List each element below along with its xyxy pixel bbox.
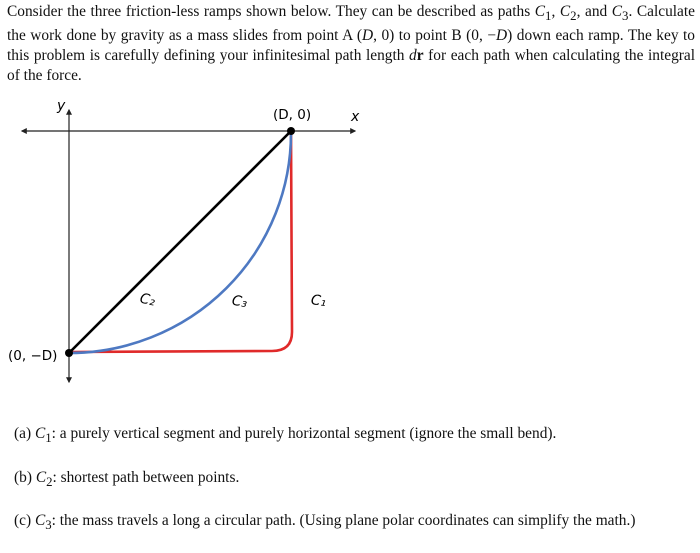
ramp-diagram (0, 92, 380, 392)
y-axis-label: y (57, 98, 66, 114)
c2-label: C₂ (138, 290, 157, 310)
part-b (14, 469, 239, 490)
part-sub: 2 (46, 475, 53, 490)
part-tag: (b) (14, 469, 32, 486)
part-sub: 1 (45, 431, 52, 446)
point-a-label: (D, 0) (273, 107, 312, 123)
path-c1-subscript: 1 (545, 9, 552, 24)
x-axis-label: x (351, 109, 360, 125)
point-a-dot (287, 127, 295, 135)
path-c2-line (69, 131, 291, 353)
intro-text: for each path when calculating the integral of the force. (7, 47, 696, 85)
part-sub: 3 (45, 518, 52, 533)
part-c (14, 512, 635, 533)
problem-statement (7, 2, 695, 86)
point-a-d: D (361, 27, 374, 45)
separator: , and (576, 3, 612, 20)
separator: , (551, 3, 560, 20)
intro-text: Consider the three friction-less ramps shown below. They can be described as paths (7, 3, 535, 20)
c3-label: C₃ (230, 292, 249, 312)
point-b-dot (65, 349, 73, 357)
point-b-label: (0, −D) (8, 348, 58, 364)
part-var: C (35, 469, 47, 486)
part-tag: (a) (14, 425, 32, 442)
part-var: C (34, 425, 46, 442)
part-text: : the mass travels a long a circular path. (Using plane polar coordinates can simplify the math.) (51, 512, 636, 529)
point-b-d: D (496, 27, 508, 45)
path-c3-symbol: C (611, 3, 623, 20)
path-c2-subscript: 2 (570, 9, 577, 24)
part-text: : a purely vertical segment and purely horizontal segment (ignore the small bend). (51, 425, 557, 442)
part-var: C (34, 512, 46, 529)
intro-text: , 0) to point B (0, − (373, 27, 497, 45)
intro-text: ) down each ramp. The key to this problem is carefully defining your infinitesimal path length (7, 27, 695, 65)
c1-label: C₁ (309, 292, 328, 311)
dr-r-vector: r (416, 47, 424, 65)
path-c1-symbol: C (534, 3, 546, 20)
part-a (14, 425, 556, 446)
intro-text: . Calculate the work done by gravity as a mass slides from point A ( (7, 3, 695, 45)
path-c2-symbol: C (559, 3, 571, 20)
path-c3-subscript: 3 (622, 9, 629, 24)
part-tag: (c) (14, 512, 32, 529)
dr-d: d (409, 47, 417, 65)
part-text: : shortest path between points. (52, 469, 240, 486)
